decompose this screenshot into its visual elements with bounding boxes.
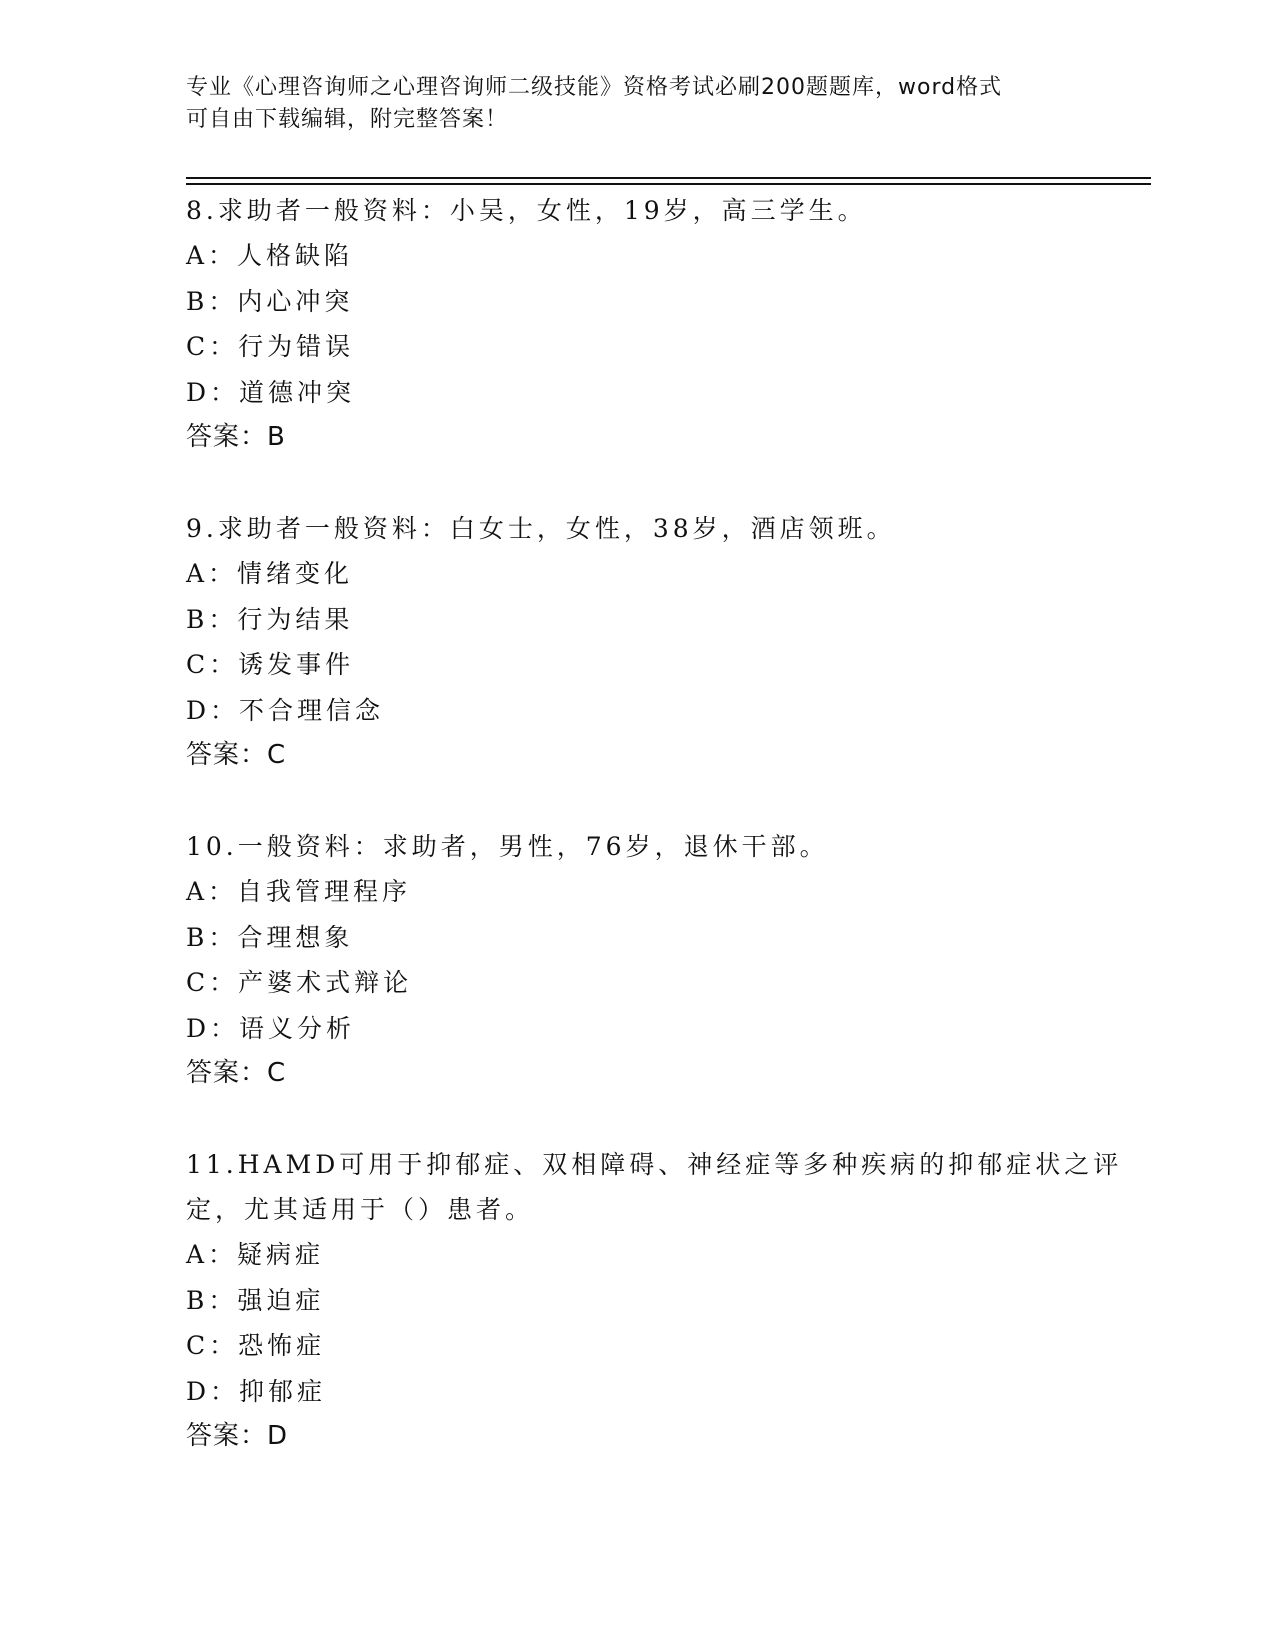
header-line-1: 专业《心理咨询师之心理咨询师二级技能》资格考试必刷200题题库，word格式 <box>186 75 1003 100</box>
header-divider-top <box>186 177 1151 179</box>
question-text: 11.HAMD可用于抑郁症、双相障碍、神经症等多种疾病的抑郁症状之评定，尤其适用于（）患者。 <box>186 1150 1123 1224</box>
header-divider-bottom <box>186 183 1151 185</box>
question-text: 9.求助者一般资料：白女士，女性，38岁，酒店领班。 <box>186 514 896 543</box>
option-c: C：诱发事件 <box>186 650 355 679</box>
question-text: 8.求助者一般资料：小吴，女性，19岁，高三学生。 <box>186 196 867 225</box>
option-b: B：合理想象 <box>186 922 354 952</box>
option-c: C：恐怖症 <box>186 1331 326 1360</box>
option-c: C：行为错误 <box>186 332 355 361</box>
question-text: 10.一般资料：求助者，男性，76岁，退休干部。 <box>186 832 829 861</box>
option-b: B：强迫症 <box>186 1285 325 1315</box>
option-d: D：抑郁症 <box>186 1376 327 1406</box>
question-10 <box>186 824 1136 1097</box>
option-d: D：不合理信念 <box>186 695 385 725</box>
answer: 答案：C <box>186 740 287 770</box>
answer: 答案：D <box>186 1421 289 1451</box>
option-c: C：产婆术式辩论 <box>186 968 413 997</box>
question-8 <box>186 188 1136 461</box>
header-line-2: 可自由下载编辑，附完整答案！ <box>186 107 509 132</box>
option-b: B：内心冲突 <box>186 286 354 316</box>
option-a: A：自我管理程序 <box>186 877 412 906</box>
question-9 <box>186 506 1136 779</box>
answer: 答案：B <box>186 422 286 452</box>
option-a: A：情绪变化 <box>186 559 354 588</box>
option-a: A：疑病症 <box>186 1240 325 1269</box>
option-d: D：语义分析 <box>186 1013 356 1043</box>
answer: 答案：C <box>186 1058 287 1088</box>
document-header <box>186 72 1106 136</box>
question-11 <box>186 1142 1136 1460</box>
option-d: D：道德冲突 <box>186 377 356 407</box>
option-a: A：人格缺陷 <box>186 241 354 270</box>
option-b: B：行为结果 <box>186 604 354 634</box>
